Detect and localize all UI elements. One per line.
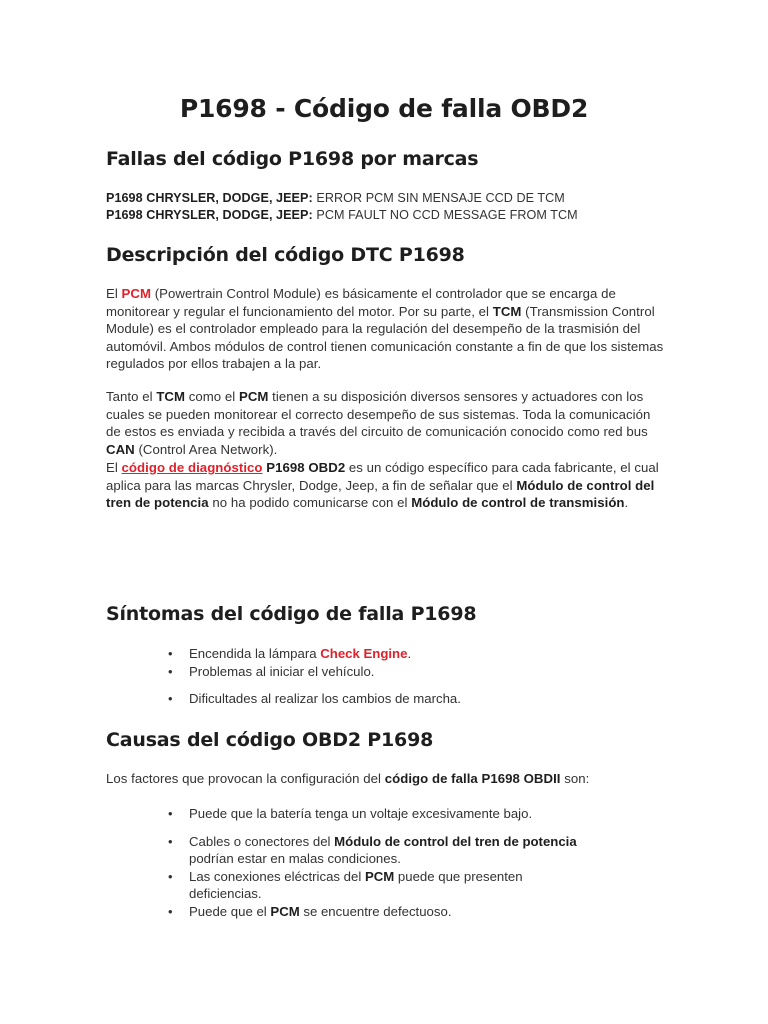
text: Puede que el bbox=[189, 903, 271, 919]
text: es un código específico para cada fabricante, el cual aplica para las marcas Chrysler, Dodge, Jeep, a fin de señalar que el bbox=[106, 460, 659, 493]
code-bold: P1698 OBD2 bbox=[266, 460, 346, 475]
tcm-bold: TCM bbox=[492, 303, 522, 319]
text: . bbox=[624, 495, 629, 511]
page-title: P1698 - Código de falla OBD2 bbox=[179, 94, 589, 123]
text: El bbox=[106, 460, 122, 475]
pcm-highlight: PCM bbox=[121, 286, 152, 301]
text: Encendida la lámpara bbox=[189, 646, 321, 661]
description-paragraph-2 bbox=[106, 388, 666, 458]
pcm-bold: PCM bbox=[239, 389, 269, 404]
text: tienen a su disposición diversos sensores y actuadores con los cuales se pueden monitorear el correcto desempeño de sus sistemas. Toda la comunicación de estos es enviada y recibida a través del circuito de comunicación conocido como red bus bbox=[106, 389, 651, 440]
list-item bbox=[166, 903, 596, 921]
symptoms-list bbox=[166, 645, 596, 708]
causes-intro bbox=[106, 770, 596, 788]
text: se encuentre defectuoso. bbox=[299, 903, 452, 919]
list-item bbox=[166, 868, 596, 903]
symptoms-heading: Síntomas del código de falla P1698 bbox=[106, 603, 477, 625]
text: Las conexiones eléctricas del bbox=[189, 868, 365, 884]
can-bold: CAN bbox=[106, 441, 135, 457]
brand-row bbox=[106, 206, 666, 225]
brands-heading: Fallas del código P1698 por marcas bbox=[106, 148, 479, 170]
text: como el bbox=[185, 389, 239, 404]
text: (Control Area Network). bbox=[134, 441, 278, 457]
text: Los factores que provocan la configuración del bbox=[106, 771, 385, 786]
causes-heading: Causas del código OBD2 P1698 bbox=[106, 729, 434, 751]
brand-row-label: P1698 CHRYSLER, DODGE, JEEP: bbox=[106, 208, 313, 222]
text: (Transmission Control Module) es el controlador empleado para la regulación del desempeño de la trasmisión del automóvil. Ambos módulos de control tienen comunicación constante a fin de que los sistemas regulados por ellos trabajen a la par. bbox=[106, 303, 664, 372]
diagnostic-code-link[interactable]: código de diagnóstico bbox=[121, 460, 263, 475]
module-bold: Módulo de control del tren de potencia bbox=[334, 833, 577, 849]
module-bold: Módulo de control del tren de potencia bbox=[106, 477, 655, 511]
code-bold: código de falla P1698 OBDII bbox=[384, 771, 561, 786]
tcm-bold: TCM bbox=[156, 389, 186, 404]
brand-row-value: PCM FAULT NO CCD MESSAGE FROM TCM bbox=[316, 208, 578, 222]
text: El bbox=[106, 286, 122, 301]
list-item: • Puede que la batería tenga un voltaje excesivamente bajo. bbox=[166, 805, 596, 823]
text: . bbox=[407, 646, 412, 661]
text: (Powertrain Control Module) es básicamente el controlador que se encarga de monitorear y regular el funcionamiento del motor. Por su parte, el bbox=[106, 286, 616, 319]
causes-list bbox=[166, 805, 596, 921]
brand-row bbox=[106, 189, 666, 208]
text: Tanto el bbox=[106, 389, 157, 404]
text: Cables o conectores del bbox=[189, 833, 335, 849]
list-item bbox=[166, 833, 596, 868]
module-bold: Módulo de control de transmisión bbox=[411, 495, 625, 511]
brand-row-value: ERROR PCM SIN MENSAJE CCD DE TCM bbox=[316, 191, 565, 205]
list-item: • Problemas al iniciar el vehículo. bbox=[166, 663, 596, 681]
text: puede que presenten deficiencias. bbox=[189, 868, 523, 902]
description-paragraph-3 bbox=[106, 459, 666, 512]
pcm-bold: PCM bbox=[364, 868, 395, 884]
text: podrían estar en malas condiciones. bbox=[189, 851, 401, 867]
description-heading: Descripción del código DTC P1698 bbox=[106, 244, 465, 266]
text: son: bbox=[560, 771, 590, 786]
check-engine-highlight: Check Engine bbox=[320, 646, 408, 661]
list-item: • Dificultades al realizar los cambios de marcha. bbox=[166, 690, 596, 708]
text: no ha podido comunicarse con el bbox=[208, 495, 412, 511]
pcm-bold: PCM bbox=[270, 903, 300, 919]
list-item bbox=[166, 645, 596, 663]
description-paragraph-1 bbox=[106, 285, 666, 373]
brand-row-label: P1698 CHRYSLER, DODGE, JEEP: bbox=[106, 191, 313, 205]
